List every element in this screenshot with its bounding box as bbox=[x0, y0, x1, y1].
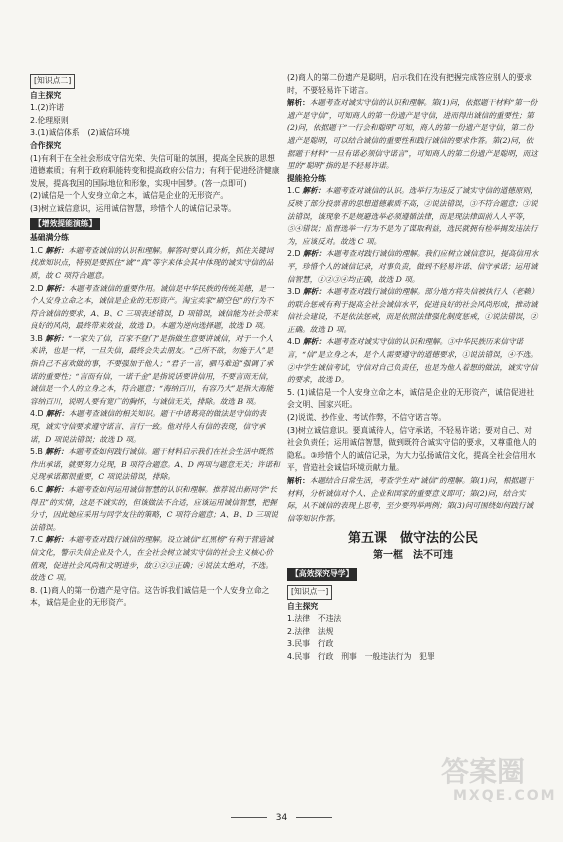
explanation-label: 解析： bbox=[45, 245, 69, 255]
explanation-label: 解析： bbox=[287, 98, 310, 108]
answer-item bbox=[287, 336, 539, 386]
divider bbox=[296, 817, 332, 818]
item-number: 1.C bbox=[30, 245, 43, 255]
answer-item bbox=[287, 387, 539, 412]
item-number: 2.D bbox=[287, 249, 301, 259]
answer-item bbox=[30, 585, 280, 610]
subheading: 自主探究 bbox=[287, 601, 319, 611]
answer-line: 3.民事 行政 bbox=[287, 639, 334, 649]
answer-paragraph: (2)诚信是一个人安身立命之本，诚信是企业的无形资产。 bbox=[30, 191, 229, 201]
item-number: 3.D bbox=[287, 287, 301, 297]
item-text: 本题考查对践行诚信的理解。设立诚信“红黑榜”有利于营造诚信文化，警示失信企业及个人，在全社会树立诚实守信的社会主义核心价值观，促进社会风尚和文明进步，故①②③正确；④说法太绝对，不选。故选 C 项。 bbox=[30, 535, 274, 583]
explanation-label: 解析： bbox=[45, 409, 69, 419]
page-number-text: 34 bbox=[275, 813, 288, 823]
right-column bbox=[287, 72, 539, 664]
item-text: (2)说谎、抄作业、考试作弊，不信守诺言等。 bbox=[287, 413, 447, 423]
item-text: 本题考查诚信的相关知识。题干中诸葛亮的做法是守信的表现，诚实守信要求遵守诺言、言行一致。他对待人有信的表现，信守承诺，D 项说法错误；故选 D 项。 bbox=[30, 409, 267, 444]
answer-line: 2.伦理原则 bbox=[30, 115, 69, 125]
item-text: 本题考查诚信的重要作用。诚信是中华民族的传统美德，是一个人安身立命之本，诚信是企业的无形资产。淘宝卖家“刷空包”的行为不符合诚信的要求，A、B、C 三项表述错误，D 项错误，诚信能为社会带来良好的风尚，最终带来效益，故选 D。本题为逆向选择题，故选 D 项。 bbox=[30, 283, 279, 331]
explanation bbox=[287, 475, 539, 525]
item-text: (3)树立诚信意识。要真诚待人，信守承诺，不轻易许诺；要对自己、对社会负责任；运用诚信智慧，做到既符合诚实守信的要求，又尊重他人的隐私。③珍惜个人的诚信记录，为大力弘扬诚信文化，提高全社会信用水平，营造社会诚信环境贡献力量。 bbox=[287, 425, 537, 473]
explanation-label: 解析： bbox=[302, 287, 326, 297]
item-text: 本题考查对践行诚信的理解。我们应树立诚信意识，提高信用水平，珍惜个人的诚信记录，对事负责，做到不轻易许诺、信守承诺；运用诚信智慧，①②③④均正确，故选 D 项。 bbox=[287, 249, 539, 284]
subheading: 基础满分练 bbox=[30, 233, 69, 243]
left-column bbox=[30, 72, 280, 610]
item-number: 7.C bbox=[30, 535, 43, 545]
section-banner: 【增效提能演练】 bbox=[30, 218, 100, 231]
answer-item bbox=[287, 286, 539, 336]
item-text: 本题考查对践行诚信的理解。部分地方将失信被执行人（老赖）的联合惩戒有利于提高全社会诚信水平，促进良好的社会风尚形成，推动诚信社会建设，不是依法惩戒，而是依照法律强化制度惩戒，①说法错误，②正确。故选 D 项。 bbox=[287, 287, 539, 334]
answer-item bbox=[287, 425, 539, 475]
item-number: 5.B bbox=[30, 447, 43, 457]
answer-item bbox=[30, 446, 280, 484]
subheading: 自主探究 bbox=[30, 90, 62, 100]
lesson-title: 第五课 做守法的公民 bbox=[347, 531, 478, 547]
explanation-text: 本题结合日常生活，考查学生对“诚信”的理解。第(1)问，根据题干材料，分析诚信对个人、企业和国家的重要意义即可；第(2)问，结合实际，从不诚信的表现上思考，至少要列举两例；第(3)问可围绕如何践行诚信等知识作答。 bbox=[287, 476, 534, 523]
section-tag: [知识点一] bbox=[287, 585, 332, 600]
item-number: 1.C bbox=[287, 186, 300, 196]
answer-line: 4.民事 行政 刑事 一般违法行为 犯罪 bbox=[287, 651, 435, 661]
explanation-label: 解析： bbox=[302, 186, 326, 196]
watermark-logo: 答案圈 MXQE.COM bbox=[441, 755, 557, 804]
answer-paragraph: (3)树立诚信意识，运用诚信智慧，珍惜个人的诚信记录等。 bbox=[30, 203, 236, 213]
subheading: 合作探究 bbox=[30, 140, 62, 150]
item-number: 8. bbox=[30, 585, 38, 595]
answer-line: 1.法律 不违法 bbox=[287, 614, 342, 624]
explanation-label: 解析： bbox=[45, 535, 69, 545]
section-tag: [知识点二] bbox=[30, 74, 75, 89]
item-text: 本题考查如何运用诚信智慧的认识和理解。推荐说出新同学“长得丑”的实情，这是不诚实的，但该做法不合适，应该运用诚信智慧，把握分寸，因此她应采用与同学友往的策略，C 项符合题意；A、B、D 三项说法错误。 bbox=[30, 485, 279, 532]
frame-title: 第一框 法不可违 bbox=[373, 550, 453, 562]
item-number: 3.B bbox=[30, 333, 43, 343]
item-text: (1)商人的第一份遗产是守信。这告诉我们诚信是一个人安身立命之本，诚信是企业的无形资产。 bbox=[30, 585, 270, 608]
subheading: 提能抢分练 bbox=[287, 173, 326, 183]
item-number: 4.D bbox=[287, 337, 301, 347]
explanation-label: 解析： bbox=[45, 283, 69, 293]
section-banner: 【高效探究导学】 bbox=[287, 568, 357, 581]
explanation-label: 解析： bbox=[45, 333, 69, 343]
explanation-label: 解析： bbox=[45, 447, 69, 457]
explanation-label: 解析： bbox=[302, 249, 326, 259]
divider bbox=[231, 817, 267, 818]
answer-item bbox=[30, 408, 280, 446]
answer-item bbox=[30, 484, 280, 534]
answer-item bbox=[30, 534, 280, 584]
explanation-label: 解析： bbox=[302, 337, 326, 347]
answer-item bbox=[287, 185, 539, 248]
answer-item bbox=[287, 412, 539, 425]
answer-item bbox=[30, 245, 280, 283]
item-number: 5. bbox=[287, 387, 295, 397]
answer-item bbox=[287, 248, 539, 286]
explanation bbox=[287, 97, 539, 173]
explanation-label: 解析： bbox=[45, 485, 69, 494]
answer-line: 1.(2)许诺 bbox=[30, 103, 65, 113]
answer-list bbox=[287, 185, 539, 475]
item-number: 6.C bbox=[30, 485, 43, 494]
answer-paragraph: (2)商人的第二份遗产是聪明，启示我们在没有把握完成答应别人的要求时，不要轻易许下诺言。 bbox=[287, 73, 532, 95]
item-text: “一家失了信，百家不登门”是指做生意要讲诚信，对于一个人来讲，也是一样，一旦失信，最终会失去朋友。“己所不欲，勿施于人”是指自己不喜欢做的事，不要强加于他人；“君子一言，驷马难追”强调了承诺的重要性；“言而有信，一诺千金”是指说话要讲信用，不要言而无信，诚信是一个人的立身之本，符合题意；“海纳百川，有容乃大”是指大海能容纳百川，说明人要有宽广的胸怀，与诚信无关，排除。故选 B 项。 bbox=[30, 333, 274, 406]
answer-paragraph: (1)有利于在全社会形成守信光荣、失信可耻的氛围，提高全民族的思想道德素质；有利于政府职能转变和提高政府公信力；有利于促进经济健康发展，提高我国的国际地位和形象，实现中国梦。(答一点即可) bbox=[30, 153, 280, 188]
item-number: 2.D bbox=[30, 283, 44, 293]
item-text: 本题考查诚信的认识和理解。解答时要认真分析，抓住关键词找准知识点，特别是要抓住“诚”“真”等字来体会其中体现的诚实守信的品质，故 C 项符合题意。 bbox=[30, 245, 274, 280]
explanation-text: 本题考查对诚实守信的认识和理解。第(1)问，依据题干材料“第一份遗产是守信”，可知商人的第一份遗产是守信，进而得出诚信的重要性；第(2)问，依据题干“一行会和聪明”可知，商人的第一份遗产是守信，第二份遗产是聪明，可以结合诚信的重要性和践行诚信的要求作答。第(2)问，依据题干材料“一旦有诺必须信守诺言”，可知商人的第二份遗产是聪明，而这里的“聪明”指的是不轻易许诺。 bbox=[287, 98, 538, 171]
answer-item bbox=[30, 283, 280, 333]
answer-line: 2.法律 法规 bbox=[287, 626, 334, 636]
item-text: (1)诚信是一个人安身立命之本，诚信是企业的无形资产，诚信促进社会文明、国家兴旺。 bbox=[287, 387, 535, 410]
item-text: 本题考查对诚信的认识。选举行为违反了诚实守信的道德原则，反映了部分投票者的思想道德素质不高，②说法错误，③不符合题意；③说法错误，该现象不是规避选举必须遵循法律，而是现法律面前人人平等，⑤④错误；监督选举一行为不是为了谋取利益，选民就拥有检举揭发违法行为，应该反对。故选 C 项。 bbox=[287, 186, 538, 246]
item-text: 本题考查对诚实守信的认识和理解。③中华民族历来信守诺言，“信”是立身之本，是个人需要遵守的道德要求，①说法错误，④不选。②中学生诚信考试，守信对自己负责任，也是为他人着想的做法，诚实守信的要求，故选 D。 bbox=[287, 337, 538, 385]
item-text: 本题考查如何践行诚信。题干材料启示我们在社会生活中既然作出承诺，就要努力兑现，B 项符合题意。A、D 两项与题意无关；许诺和兑现承诺都很重要，C 项说法错误，排除。 bbox=[30, 447, 280, 482]
item-number: 4.D bbox=[30, 409, 44, 419]
answer-item bbox=[30, 333, 280, 409]
explanation-label: 解析： bbox=[287, 476, 310, 485]
answer-list bbox=[30, 245, 280, 610]
answer-line: 3.(1)诚信体系 (2)诚信环境 bbox=[30, 128, 130, 138]
